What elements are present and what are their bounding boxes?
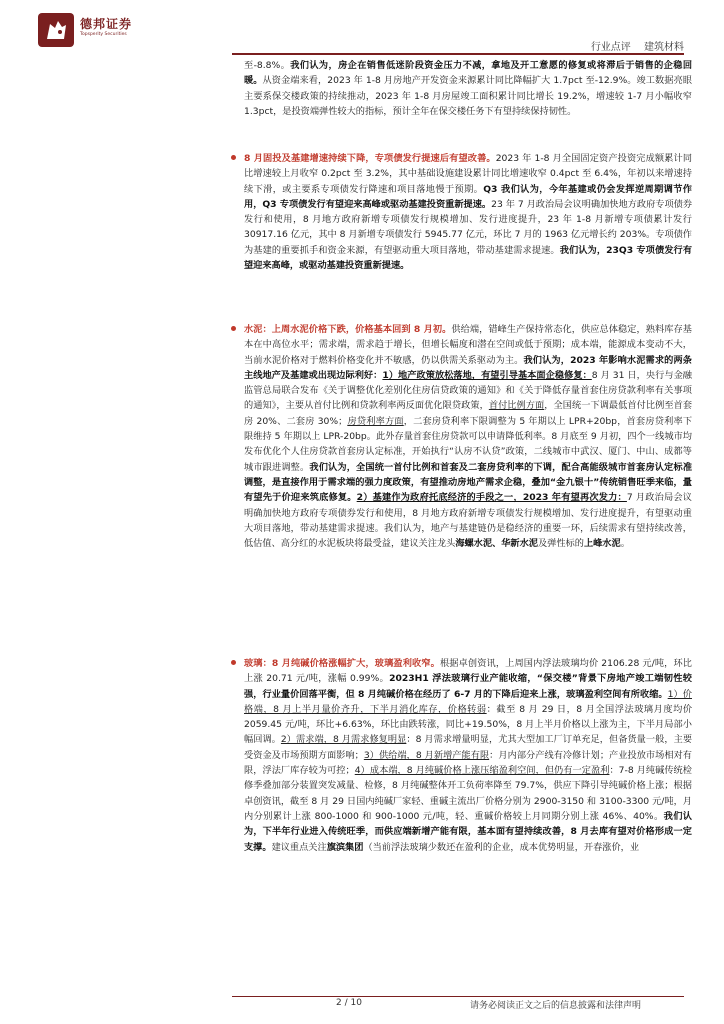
section-underline: 2）需求端，8 月需求修复明显 [280, 734, 407, 746]
section-bold: 我们认为，全国统一首付比例和首套及二套房贷利率的下调，配合高能级城市首套房认定标准调整，是直接作用于需求端的强力度政策，有望推动房地产需求企稳，叠加“金九银十”传统销售旺季来临，量有望先于价迎来筑底修复。 [244, 461, 693, 504]
intro-text-a: 至-8.8%。 [244, 60, 291, 71]
section-glass [244, 656, 692, 855]
section-heading: 玻璃：8 月纯碱价格涨幅扩大，玻璃盈利收窄。 [244, 658, 440, 669]
industry-name: 建筑材料 [644, 42, 684, 53]
section-text: ，全国统一下调最低首付比例至首套房 20%、二套房 30%； [244, 400, 693, 427]
section-text: ，二套房贷利率下限调整为 5 年期以上 LPR+20bp，首套房贷利率下限维持 5 年期以上 LPR-20bp。此外存量首套住房贷款可以申请降低利率。8 月底至 9 月初，四个一线城市均发布优化个人住房贷款首套房认定标准，开始执行“认房不认贷”政策，二线城市中武汉、厦门、中山、成都等城市跟进调整。 [244, 415, 693, 473]
section-text: ：8 月需求增量明显，尤其大型加工厂订单充足，但备货量一般，主要受资金及市场预期方面影响； [244, 734, 693, 761]
intro-bold: 我们认为，房企在销售低迷阶段资金压力不减，拿地及开工意愿的修复或将滞后于销售的企稳回暖。 [244, 60, 693, 87]
section-text: ：截至 8 月 29 日，8 月全国浮法玻璃月度均价 2059.45 元/吨，环比+6.63%，环比由跌转涨，同比+19.50%，8 月上半月价格以上涨为主，下半月局部小幅回调。 [244, 703, 693, 746]
header-report-info [581, 38, 684, 53]
section-underline: 首付比例方面 [488, 400, 545, 412]
section-infrastructure [244, 151, 692, 273]
section-cement [244, 322, 692, 551]
page-number: 2 / 10 [336, 998, 362, 1008]
section-text: 建议重点关注 [271, 841, 327, 853]
page-header [0, 0, 724, 56]
section-text: 8 月 31 日，央行与金融监管总局联合发布《关于调整优化差别化住房信贷政策的通知》和《关于降低存量首套住房贷款利率有关事项的通知》，主要从首付比例和贷款利率两反面优化限贷政策， [244, 369, 692, 412]
bullet-icon [231, 155, 236, 160]
section-bold-underline: 2）基建作为政府托底经济的手段之一，2023 年有望再次发力： [356, 492, 627, 504]
section-text: ：7-8 月纯碱传统检修季叠加部分装置突发减量、检修，8 月纯碱整体开工负荷率降至 79.7%，供应下降引导纯碱价格上涨；根据卓创资讯，截至 8 月 29 日国内纯碱厂家轻、重碱主流出厂价格分别为 2900-3150 和 3100-3300 元/吨，月内分别累计上涨 800-1000 和 900-1000 元/吨，轻、重碱价格较上月同期分别上涨 46%、40%。 [244, 765, 692, 822]
header-divider [232, 53, 684, 55]
footer-divider [232, 996, 684, 997]
section-bold: 我们认为，下半年行业进入传统旺季，而供应端新增产能有限，基本面有望持续改善，8 月去库有望对价格形成一定支撑。 [244, 810, 692, 853]
section-bold: 2023H1 浮法玻璃行业产能收缩，“保交楼”背景下房地产竣工端韧性较强，行业量价回落平衡，但 8 月纯碱价格在经历了 6-7 月的下降后迎来上涨，玻璃盈利空间有所收缩。 [244, 673, 692, 700]
section-heading: 水泥：上周水泥价格下跌，价格基本回到 8 月初。 [244, 324, 452, 335]
section-text: 7 月政治局会议明确加快地方政府专项债券发行和使用，8 月地方政府新增专项债发行规模增加、发行进度提升，有望驱动重大项目落地，带动基建需求提速。我们认为，地产与基建链仍是稳经济的重要一环，后续需求有望持续改善，低估值、高分红的水泥板块将最受益，建议关注龙头 [244, 492, 692, 550]
section-text: ：月内部分产线有冷修计划；产业投放市场相对有限，浮法厂库存较为可控； [244, 749, 692, 777]
section-text: 及弹性标的 [538, 538, 584, 550]
section-bold: 我们认为，23Q3 专项债发行有望迎来高峰，或驱动基建投资重新提速。 [244, 244, 693, 272]
section-underline: 房贷利率方面 [347, 415, 404, 427]
brand-name [80, 17, 132, 38]
section-text: （当前浮法玻璃少数还在盈利的企业，成本优势明显，开春涨价，业 [363, 841, 640, 853]
section-text: 23 年 7 月政治局会议明确加快地方政府专项债券发行和使用，8 月地方政府新增专项债发行规模增加、发行进度提升，23 年 1-8 月新增专项债累计发行 30917.16 亿元，其中 8 月新增专项债发行 5945.77 亿元，环比 7 月的 1963 亿元增长约 203%。专项债作为基建的重要抓手和资金来源，有望驱动重大项目落地，带动基建需求提速。 [244, 198, 693, 256]
section-heading: 8 月固投及基建增速持续下降，专项债发行提速后有望改善。 [244, 153, 496, 164]
footer-disclaimer: 请务必阅读正文之后的信息披露和法律声明 [470, 1001, 642, 1011]
section-text: 。 [620, 538, 630, 550]
company-logo-icon [38, 13, 74, 47]
section-bold: 海螺水泥、华新水泥 [455, 538, 538, 550]
section-bold: 旗滨集团 [326, 841, 364, 853]
section-underline: 3）供给端，8 月新增产能有限 [363, 749, 490, 761]
section-bold: 我们认为，2023 年影响水泥需求的两条主线地产及基建或出现边际利好： [244, 354, 692, 381]
brand-name-cn: 德邦证券 [80, 17, 133, 31]
section-underline: 1）价格端，8 月上半月量价齐升，下半月消化库存，价格转弱 [244, 688, 692, 715]
bullet-icon [231, 326, 236, 331]
intro-text-c: 从资金端来看，2023 年 1-8 月房地产开发资金来源累计同比降幅扩大 1.7pct 至-12.9%。竣工数据亮眼主要系保交楼政策的持续推动，2023 年 1-8 月房屋竣工面积累计同比增长 19.2%，增速较 1-7 月小幅收窄 1.3pct，是投资端弹性较大的指标，预计全年在保交楼任务下有望持续保持韧性。 [244, 75, 693, 117]
section-text: 供给端，错峰生产保持常态化，供应总体稳定，熟料库存基本在中高位水平；需求端，需求趋于增长，但增长幅度和潜在空间或低于预期；成本端，能源成本变动不大，当前水泥价格对于燃料价格变化并不敏感，仍以供需关系驱动为主。 [244, 324, 692, 366]
section-bold-underline: 1）地产政策放松落地，有望引导基本面企稳修复： [382, 369, 592, 381]
brand-name-en: Topsperity Securities [80, 32, 127, 37]
bullet-icon [231, 660, 236, 665]
section-bold: Q3 我们认为，今年基建或仍会发挥逆周期调节作用，Q3 专项债发行有望迎来高峰或驱动基建投资重新提速。 [244, 183, 692, 210]
section-bold: 上峰水泥 [583, 538, 621, 550]
section-text: 2023 年 1-8 月全国固定资产投资完成额累计同比增速较上月收窄 0.2pct 至 3.2%，其中基础设施建设累计同比增速收窄 0.4pct 至 6.4%，年初以来增速持续下滑，或主要系专项债发行降速和项目落地慢于预期。 [244, 153, 693, 195]
intro-paragraph [244, 58, 692, 119]
report-type: 行业点评 [590, 42, 631, 53]
section-text: 根据卓创资讯，上周国内浮法玻璃均价 2106.28 元/吨，环比上涨 20.71 元/吨，涨幅 0.99%。 [244, 658, 692, 685]
section-underline: 4）成本端，8 月纯碱价格上涨压缩盈利空间，但仍有一定盈利 [354, 765, 610, 777]
